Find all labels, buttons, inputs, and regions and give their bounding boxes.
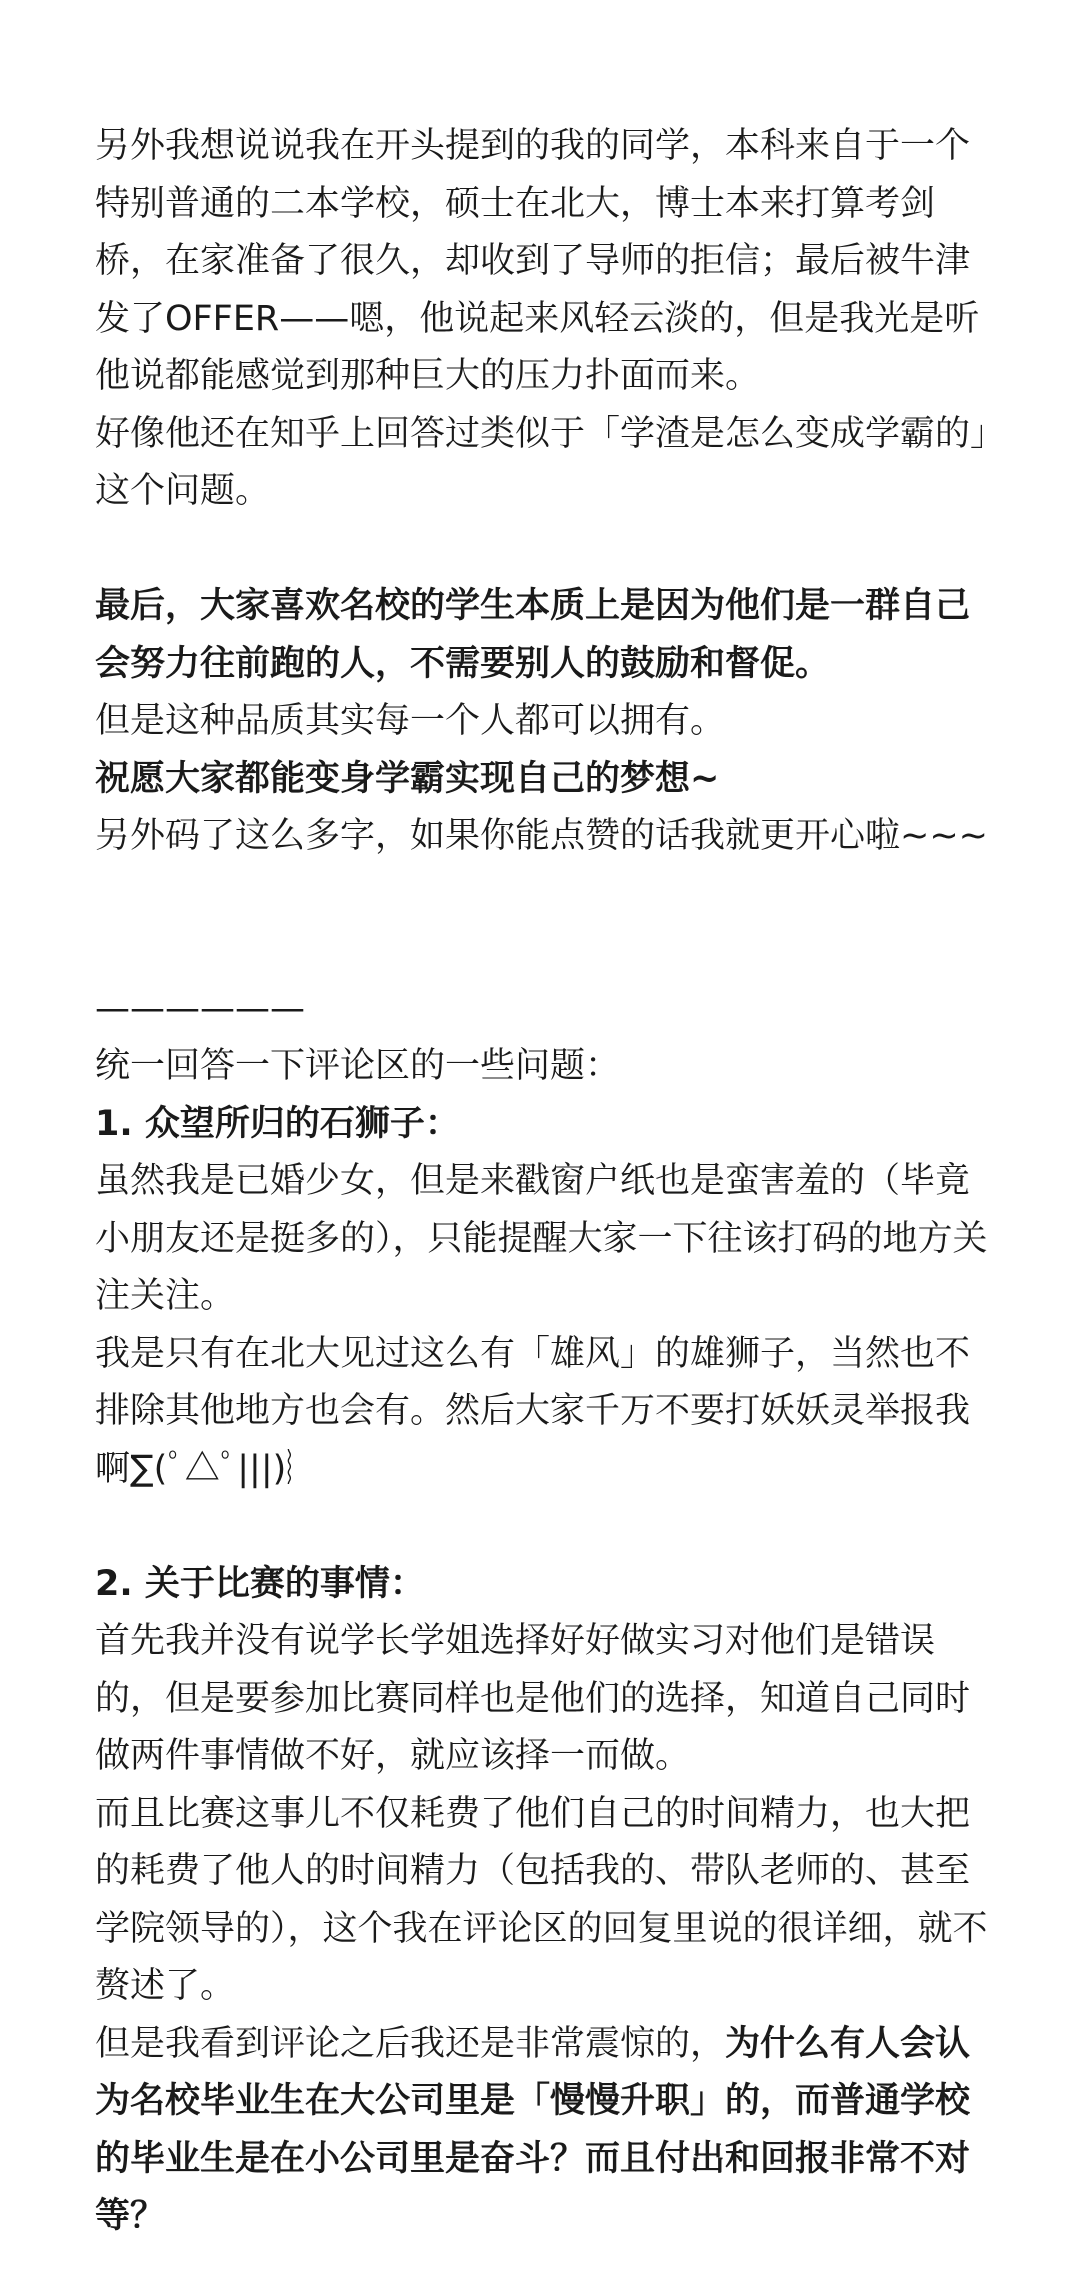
section-divider: —————— (95, 988, 305, 1029)
heading-competition: 2. 关于比赛的事情： (95, 1563, 425, 1604)
paragraph-zhihu-answer: 好像他还在知乎上回答过类似于「学渣是怎么变成学霸的」这个问题。 (95, 413, 988, 511)
spacer (95, 521, 995, 579)
paragraph-conclusion-bold: 最后，大家喜欢名校的学生本质上是因为他们是一群自己会努力往前跑的人，不需要别人的鼓励和督促。 (95, 586, 971, 684)
paragraph-internship: 首先我并没有说学长学姐选择好好做实习对他们是错误的，但是要参加比赛同样也是他们的选择，知道自己同时做两件事情做不好，就应该择一而做。 (95, 1621, 971, 1776)
paragraph-shock (95, 2016, 995, 2246)
paragraph-quality: 但是这种品质其实每一个人都可以拥有。 (95, 701, 726, 741)
paragraph-shock-normal: 但是我看到评论之后我还是非常震惊的， (95, 2023, 726, 2064)
paragraph-married: 虽然我是已婚少女，但是来戳窗户纸也是蛮害羞的（毕竟小朋友还是挺多的），只能提醒大家一下往该打码的地方关注关注。 (95, 1161, 988, 1316)
paragraph-wish-bold: 祝愿大家都能变身学霸实现自己的梦想~ (95, 758, 720, 799)
heading-stone-lion: 1. 众望所归的石狮子： (95, 1103, 460, 1144)
paragraph-shock-bold: 为什么有人会认为名校毕业生在大公司里是「慢慢升职」的，而普通学校的毕业生是在小公司里是奋斗？而且付出和回报非常不对等？ (95, 2023, 971, 2236)
spacer (95, 866, 995, 981)
paragraph-time-cost: 而且比赛这事儿不仅耗费了他们自己的时间精力，也大把的耗费了他人的时间精力（包括我的、带队老师的、甚至学院领导的），这个我在评论区的回复里说的很详细，就不赘述了。 (95, 1793, 988, 2006)
paragraph-like-request: 另外码了这么多字，如果你能点赞的话我就更开心啦~~~ (95, 816, 988, 856)
paragraph-lion: 我是只有在北大见过这么有「雄风」的雄狮子，当然也不排除其他地方也会有。然后大家千万不要打妖妖灵举报我啊∑(ﾟ△ﾟ|||)︴ (95, 1333, 971, 1489)
article-body (95, 118, 995, 2246)
paragraph-faq-intro: 统一回答一下评论区的一些问题： (95, 1046, 621, 1086)
paragraph-classmate: 另外我想说说我在开头提到的我的同学，本科来自于一个特别普通的二本学校，硕士在北大，博士本来打算考剑桥，在家准备了很久，却收到了导师的拒信；最后被牛津发了OFFER——嗯，他说起来风轻云淡的，但是我光是听他说都能感觉到那种巨大的压力扑面而来。 (95, 126, 980, 396)
spacer (95, 1498, 995, 1556)
